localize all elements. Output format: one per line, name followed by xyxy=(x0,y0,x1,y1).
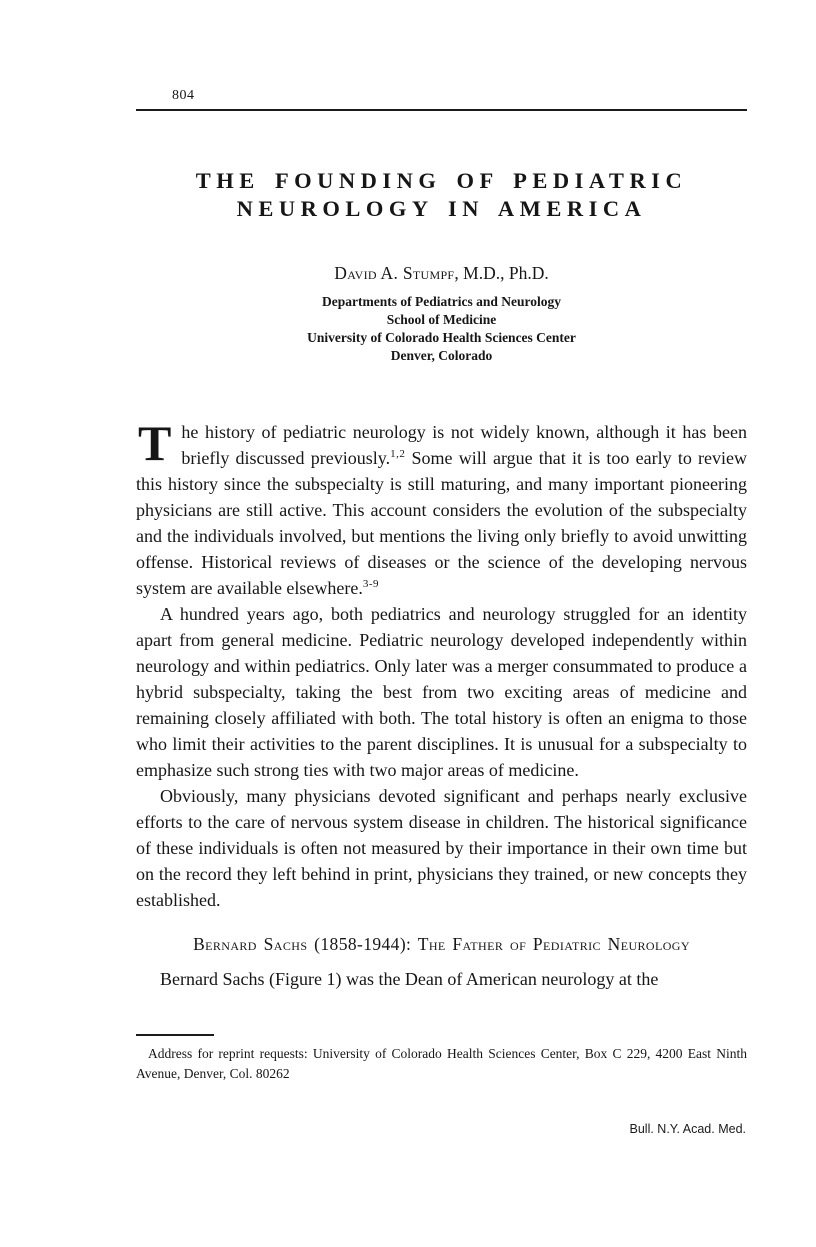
footnote-text: Address for reprint requests: University of Colorado Health Sciences Center, Box C 229, 4200 East Ninth Avenue, Denver, Col. 80262 xyxy=(136,1046,747,1081)
affiliation-block xyxy=(136,293,747,364)
affiliation-line-3: University of Colorado Health Sciences Center xyxy=(307,329,576,345)
paragraph-1-text-continued: Some will argue that it is too early to review this history since the subspecialty is still maturing, and many important pioneering physicians are still active. This account considers the evolution of the subspecialty and the individuals involved, but mentions the living only briefly to avoid unwitting offense. Historical reviews of diseases or the science of the developing nervous system are available elsewhere. xyxy=(136,447,747,598)
dropcap-letter: T xyxy=(138,414,172,471)
paragraph-3: Obviously, many physicians devoted significant and perhaps nearly exclusive efforts to the care of nervous system disease in children. The historical significance of these individuals is often not measured by their importance in their own time but on the record they left behind in print, physicians they trained, or new concepts they established. xyxy=(136,785,747,910)
citation-ref-1: 1,2 xyxy=(390,447,406,460)
paragraph-4: Bernard Sachs (Figure 1) was the Dean of American neurology at the xyxy=(160,968,659,989)
paragraph-1-text: he history of pediatric neurology is not widely known, although it has been briefly discussed previously. xyxy=(181,421,747,468)
author-name: David A. Stumpf xyxy=(334,263,455,284)
affiliation-line-4: Denver, Colorado xyxy=(390,347,493,363)
footnote-rule xyxy=(136,1034,214,1036)
page-content xyxy=(136,0,747,992)
author-degrees: , M.D., Ph.D. xyxy=(454,263,549,284)
affiliation-line-2: School of Medicine xyxy=(386,312,497,328)
paragraph-2: A hundred years ago, both pediatrics and neurology struggled for an identity apart from general medicine. Pediatric neurology developed independently within neurology and within pediatrics. Only later was a merger consummated to produce a hybrid subspecialty, taking the best from two exciting areas of medicine and remaining closely affiliated with both. The total history is often an enigma to those who limit their activities to the parent disciplines. It is unusual for a subspecialty to emphasize such strong ties with two major areas of medicine. xyxy=(136,603,747,780)
footnote xyxy=(136,1034,747,1083)
author-byline xyxy=(136,263,747,284)
page-number: 804 xyxy=(172,88,195,103)
citation-ref-2: 3-9 xyxy=(362,577,380,590)
article-body xyxy=(136,414,747,992)
paragraph-1 xyxy=(136,414,747,601)
article-title-line1: THE FOUNDING OF PEDIATRIC xyxy=(195,168,688,193)
section-heading: Bernard Sachs (1858-1944): The Father of Pediatric Neurology xyxy=(193,933,690,954)
journal-footer: Bull. N.Y. Acad. Med. xyxy=(629,1122,746,1136)
affiliation-line-1: Departments of Pediatrics and Neurology xyxy=(322,294,561,310)
article-title-line2: NEUROLOGY IN AMERICA xyxy=(236,196,647,222)
header-rule xyxy=(136,109,747,111)
article-title xyxy=(136,167,747,223)
